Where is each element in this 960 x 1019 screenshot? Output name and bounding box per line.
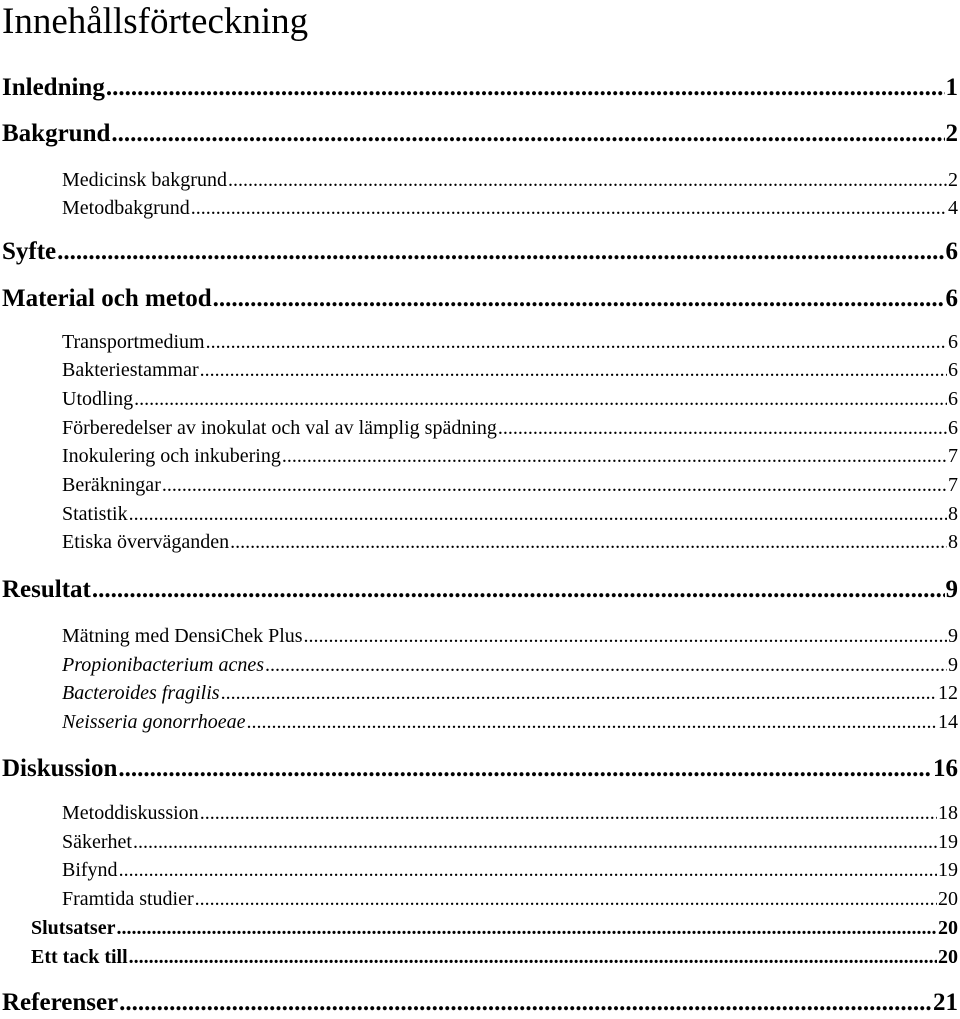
- toc-entry-title: Propionibacterium acnes: [62, 654, 265, 676]
- toc-entry-page: 9: [948, 654, 958, 676]
- toc-entry-page: 1: [945, 74, 958, 101]
- toc-leader-dots: [106, 72, 945, 104]
- toc-entry-page: 19: [938, 859, 958, 881]
- toc-entry-page: 16: [933, 755, 958, 782]
- toc-entry-metodbakgrund[interactable]: [62, 194, 958, 222]
- toc-entry-page: 4: [948, 197, 958, 219]
- toc-leader-dots: [221, 679, 937, 707]
- toc-entry-syfte[interactable]: [2, 236, 958, 268]
- toc-leader-dots: [213, 283, 945, 315]
- toc-entry-metoddiskussion[interactable]: [62, 799, 958, 827]
- toc-entry-framtida-studier[interactable]: [62, 885, 958, 913]
- toc-entry-bacteroides-fragilis[interactable]: [62, 679, 958, 707]
- toc-leader-dots: [162, 471, 947, 499]
- toc-entry-page: 2: [948, 169, 958, 191]
- toc-leader-dots: [57, 236, 944, 268]
- toc-entry-title: Säkerhet: [62, 831, 132, 853]
- toc-leader-dots: [498, 414, 947, 442]
- toc-entry-page: 21: [933, 989, 958, 1016]
- toc-entry-title: Framtida studier: [62, 888, 194, 910]
- toc-entry-bakgrund[interactable]: [2, 118, 958, 150]
- toc-entry-title: Inledning: [2, 74, 105, 101]
- toc-entry-page: 8: [948, 531, 958, 553]
- toc-leader-dots: [191, 194, 947, 222]
- toc-entry-forberedelser[interactable]: [62, 414, 958, 442]
- toc-leader-dots: [265, 651, 947, 679]
- toc-entry-title: Diskussion: [2, 755, 118, 782]
- toc-entry-inokulering[interactable]: [62, 442, 958, 470]
- toc-leader-dots: [118, 753, 932, 785]
- toc-entry-title: Syfte: [2, 238, 57, 265]
- toc-leader-dots: [111, 118, 944, 150]
- toc-entry-page: 6: [948, 359, 958, 381]
- toc-leader-dots: [304, 622, 947, 650]
- toc-entry-neisseria-gonorrhoeae[interactable]: [62, 708, 958, 736]
- toc-entry-page: 8: [948, 503, 958, 525]
- toc-leader-dots: [133, 828, 937, 856]
- toc-entry-title: Neisseria gonorrhoeae: [62, 711, 246, 733]
- toc-leader-dots: [134, 385, 947, 413]
- toc-leader-dots: [116, 914, 937, 942]
- toc-entry-page: 6: [948, 331, 958, 353]
- toc-entry-diskussion[interactable]: [2, 753, 958, 785]
- toc-entry-page: 6: [945, 285, 958, 312]
- toc-entry-title: Förberedelser av inokulat och val av lämplig spädning: [62, 417, 497, 439]
- toc-entry-page: 14: [938, 711, 958, 733]
- toc-leader-dots: [119, 856, 937, 884]
- toc-entry-utodling[interactable]: [62, 385, 958, 413]
- toc-entry-title: Inokulering och inkubering: [62, 445, 281, 467]
- toc-entry-page: 18: [938, 802, 958, 824]
- toc-entry-title: Slutsatser: [31, 917, 116, 939]
- toc-entry-title: Referenser: [2, 989, 119, 1016]
- toc-entry-title: Etiska överväganden: [62, 531, 230, 553]
- toc-entry-medicinsk-bakgrund[interactable]: [62, 166, 958, 194]
- toc-entry-title: Metoddiskussion: [62, 802, 199, 824]
- toc-entry-page: 7: [948, 474, 958, 496]
- toc-entry-page: 9: [948, 625, 958, 647]
- toc-entry-slutsatser[interactable]: [31, 914, 958, 942]
- toc-entry-ett-tack-till[interactable]: [31, 943, 958, 971]
- toc-entry-title: Mätning med DensiChek Plus: [62, 625, 303, 647]
- toc-leader-dots: [200, 799, 937, 827]
- toc-entry-matning-densichek[interactable]: [62, 622, 958, 650]
- toc-entry-title: Statistik: [62, 503, 128, 525]
- toc-leader-dots: [228, 166, 947, 194]
- toc-entry-title: Bifynd: [62, 859, 118, 881]
- toc-entry-etiska-overvaganden[interactable]: [62, 528, 958, 556]
- toc-entry-title: Bakteriestammar: [62, 359, 199, 381]
- toc-entry-title: Bakgrund: [2, 120, 111, 147]
- toc-leader-dots: [230, 528, 947, 556]
- toc-entry-resultat[interactable]: [2, 574, 958, 606]
- toc-entry-page: 20: [938, 917, 958, 939]
- toc-entry-inledning[interactable]: [2, 72, 958, 104]
- page-title: Innehållsförteckning: [2, 1, 309, 42]
- toc-entry-sakerhet[interactable]: [62, 828, 958, 856]
- toc-entry-page: 12: [938, 682, 958, 704]
- toc-entry-title: Resultat: [2, 576, 91, 603]
- toc-entry-page: 9: [945, 576, 958, 603]
- toc-leader-dots: [206, 328, 947, 356]
- toc-entry-berakningar[interactable]: [62, 471, 958, 499]
- toc-entry-propionibacterium-acnes[interactable]: [62, 651, 958, 679]
- toc-leader-dots: [129, 500, 947, 528]
- toc-leader-dots: [282, 442, 947, 470]
- toc-leader-dots: [200, 356, 947, 384]
- toc-entry-title: Transportmedium: [62, 331, 205, 353]
- toc-entry-material-och-metod[interactable]: [2, 283, 958, 315]
- toc-entry-transportmedium[interactable]: [62, 328, 958, 356]
- toc-entry-page: 20: [938, 888, 958, 910]
- toc-leader-dots: [129, 943, 937, 971]
- toc-leader-dots: [92, 574, 945, 606]
- toc-entry-title: Medicinsk bakgrund: [62, 169, 227, 191]
- toc-entry-title: Ett tack till: [31, 946, 128, 968]
- toc-entry-page: 7: [948, 445, 958, 467]
- toc-entry-title: Beräkningar: [62, 474, 161, 496]
- toc-entry-page: 2: [945, 120, 958, 147]
- toc-entry-statistik[interactable]: [62, 500, 958, 528]
- toc-entry-bifynd[interactable]: [62, 856, 958, 884]
- toc-entry-referenser[interactable]: [2, 987, 958, 1019]
- toc-entry-title: Metodbakgrund: [62, 197, 190, 219]
- toc-entry-page: 6: [948, 388, 958, 410]
- toc-entry-page: 6: [945, 238, 958, 265]
- toc-leader-dots: [119, 987, 932, 1019]
- toc-entry-title: Utodling: [62, 388, 134, 410]
- toc-entry-bakteriestammar[interactable]: [62, 356, 958, 384]
- toc-entry-title: Bacteroides fragilis: [62, 682, 220, 704]
- toc-entry-page: 19: [938, 831, 958, 853]
- toc-entry-page: 20: [938, 946, 958, 968]
- toc-entry-title: Material och metod: [2, 285, 212, 312]
- toc-leader-dots: [247, 708, 937, 736]
- toc-leader-dots: [195, 885, 937, 913]
- toc-entry-page: 6: [948, 417, 958, 439]
